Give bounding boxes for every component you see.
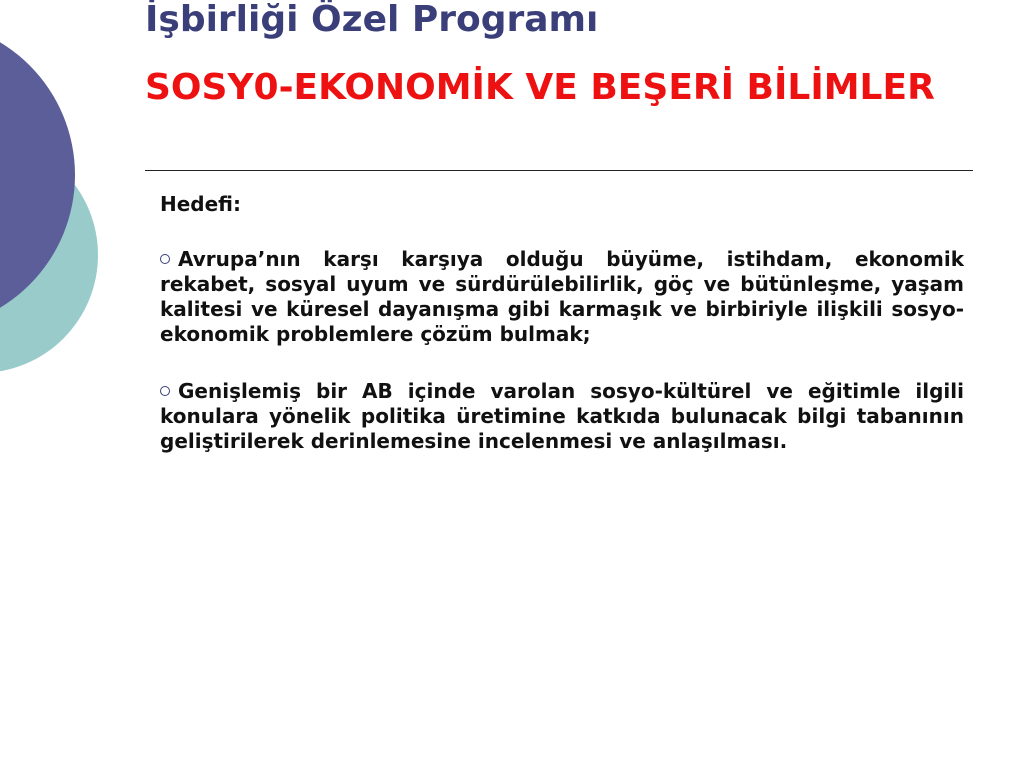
bullet-item: [160, 247, 964, 347]
circle-bullet-icon: [160, 386, 170, 396]
slide-body: [160, 192, 964, 486]
bullet-item: [160, 379, 964, 454]
slide-title: İşbirliği Özel Programı: [145, 0, 599, 40]
title-divider: [145, 170, 973, 171]
slide-subtitle: SOSY0-EKONOMİK VE BEŞERİ BİLİMLER: [145, 67, 935, 108]
decorative-circles: [0, 0, 110, 420]
bullet-text: Genişlemiş bir AB içinde varolan sosyo-kültürel ve eğitimle ilgili konulara yönelik politika üretimine katkıda bulunacak bilgi tabanının geliştirilerek derinlemesine incelenmesi ve anlaşılması.: [160, 379, 964, 453]
bullet-text: Avrupa’nın karşı karşıya olduğu büyüme, istihdam, ekonomik rekabet, sosyal uyum ve sürdürülebilirlik, göç ve bütünleşme, yaşam kalitesi ve küresel dayanışma gibi karmaşık ve birbiriyle ilişkili sosyo-ekonomik problemlere çözüm bulmak;: [160, 247, 964, 346]
circle-bullet-icon: [160, 254, 170, 264]
objective-heading: Hedefi:: [160, 192, 242, 216]
